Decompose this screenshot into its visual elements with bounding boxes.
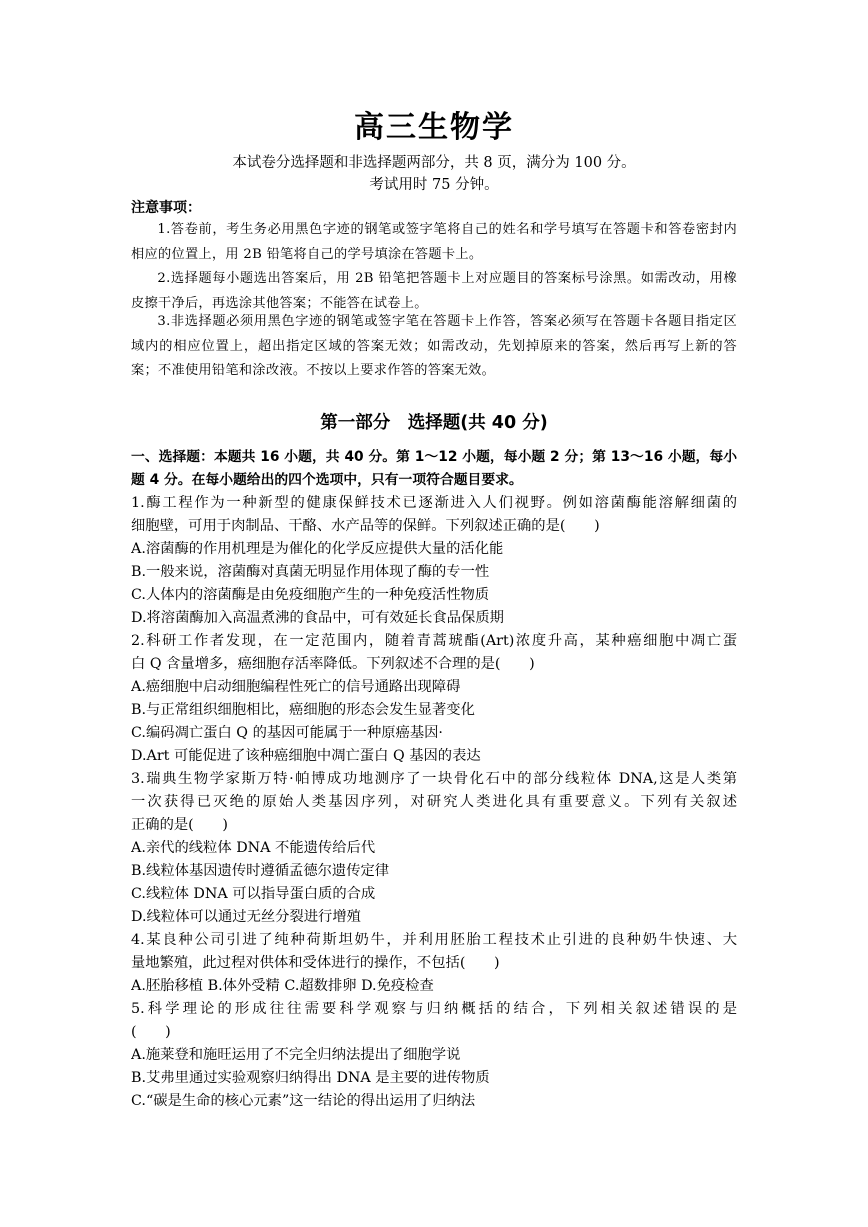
question-2-option-d: D.Art 可能促进了该种癌细胞中凋亡蛋白 Q 基因的表达 — [131, 748, 481, 764]
question-2-option-c: C.编码凋亡蛋白 Q 的基因可能属于一种原癌基因· — [131, 725, 443, 741]
exam-info-line: 本试卷分选择题和非选择题两部分，共 8 页，满分为 100 分。 — [232, 155, 636, 171]
question-3-option-b: B.线粒体基因遗传时遵循孟德尔遗传定律 — [131, 863, 390, 879]
exam-duration-line: 考试用时 75 分钟。 — [369, 177, 499, 193]
question-5-stem-line: ( ) — [131, 1024, 171, 1040]
question-3-stem-line: 3.瑞典生物学家斯万特·帕博成功地测序了一块骨化石中的部分线粒体 DNA,这是人类第 — [131, 771, 737, 787]
question-2-stem-line: 2.科研工作者发现，在一定范围内，随着青蒿琥酯(Art)浓度升高，某种癌细胞中凋亡蛋 — [131, 633, 737, 649]
section-heading: 一、选择题：本题共 16 小题，共 40 分。第 1～12 小题，每小题 2 分；第 13～16 小题，每小题 4 分。在每小题给出的四个选项中，只有一项符合题目要求。 — [131, 449, 737, 488]
question-3-option-c: C.线粒体 DNA 可以指导蛋白质的合成 — [131, 886, 376, 902]
question-5-option-b: B.艾弗里通过实验观察归纳得出 DNA 是主要的进传物质 — [131, 1070, 490, 1086]
question-4-stem-line: 量地繁殖，此过程对供体和受体进行的操作，不包括( ) — [131, 955, 500, 971]
question-1-stem-line: 细胞壁，可用于肉制品、干酪、水产品等的保鲜。下列叙述正确的是( ) — [131, 518, 600, 534]
question-1-option-d: D.将溶菌酶加入高温煮沸的食品中，可有效延长食品保质期 — [131, 610, 504, 626]
part-one-title: 第一部分 选择题(共 40 分) — [320, 413, 548, 433]
question-3-stem-line: 一次获得已灭绝的原始人类基因序列，对研究人类进化具有重要意义。下列有关叙述 — [131, 794, 737, 810]
question-2-stem-line: 白 Q 含量增多，癌细胞存活率降低。下列叙述不合理的是( ) — [131, 656, 535, 672]
question-5-option-a: A.施莱登和施旺运用了不完全归纳法提出了细胞学说 — [131, 1047, 461, 1063]
exam-title: 高三生物学 — [354, 110, 514, 145]
question-1-option-b: B.一般来说，溶菌酶对真菌无明显作用体现了酶的专一性 — [131, 564, 490, 580]
notice-item-3: 3.非选择题必须用黑色字迹的钢笔或签字笔在答题卡上作答，答案必须写在答题卡各题目指定区域内的相应位置上，超出指定区域的答案无效；如需改动，先划掉原来的答案，然后再写上新的答案；不准使用铅笔和涂改液。不按以上要求作答的答案无效。 — [131, 314, 737, 378]
question-5-option-c: C.“碳是生命的核心元素”这一结论的得出运用了归纳法 — [131, 1093, 476, 1109]
question-4-stem-line: 4.某良种公司引进了纯种荷斯坦奶牛，并利用胚胎工程技术止引进的良种奶牛快速、大 — [131, 932, 737, 948]
question-1-option-c: C.人体内的溶菌酶是由免疫细胞产生的一种免疫活性物质 — [131, 587, 490, 603]
question-1-stem-line: 1.酶工程作为一种新型的健康保鲜技术已逐渐进入人们视野。例如溶菌酶能溶解细菌的 — [131, 495, 737, 511]
question-3-option-a: A.亲代的线粒体 DNA 不能遗传给后代 — [131, 840, 376, 856]
question-1-option-a: A.溶菌酶的作用机理是为催化的化学反应提供大量的活化能 — [131, 541, 504, 557]
notice-item-1: 1.答卷前，考生务必用黑色字迹的钢笔或签字笔将自己的姓名和学号填写在答题卡和答卷密封内相应的位置上，用 2B 铅笔将自己的学号填涂在答题卡上。 — [131, 222, 737, 262]
question-2-option-a: A.癌细胞中启动细胞编程性死亡的信号通路出现障碍 — [131, 679, 461, 695]
question-4-options: A.胚胎移植 B.体外受精 C.超数排卵 D.免疫检查 — [131, 978, 434, 994]
question-2-option-b: B.与正常组织细胞相比，癌细胞的形态会发生显著变化 — [131, 702, 475, 718]
notice-item-2: 2.选择题每小题选出答案后，用 2B 铅笔把答题卡上对应题目的答案标号涂黑。如需改动，用橡皮擦干净后，再选涂其他答案；不能答在试卷上。 — [131, 271, 737, 311]
question-3-option-d: D.线粒体可以通过无丝分裂进行增殖 — [131, 909, 361, 925]
notice-heading: 注意事项： — [131, 200, 201, 216]
question-5-stem-line: 5.科学理论的形成往往需要科学观察与归纳概括的结合，下列相关叙述错误的是 — [131, 1001, 737, 1017]
question-3-stem-line: 正确的是( ) — [131, 817, 228, 833]
